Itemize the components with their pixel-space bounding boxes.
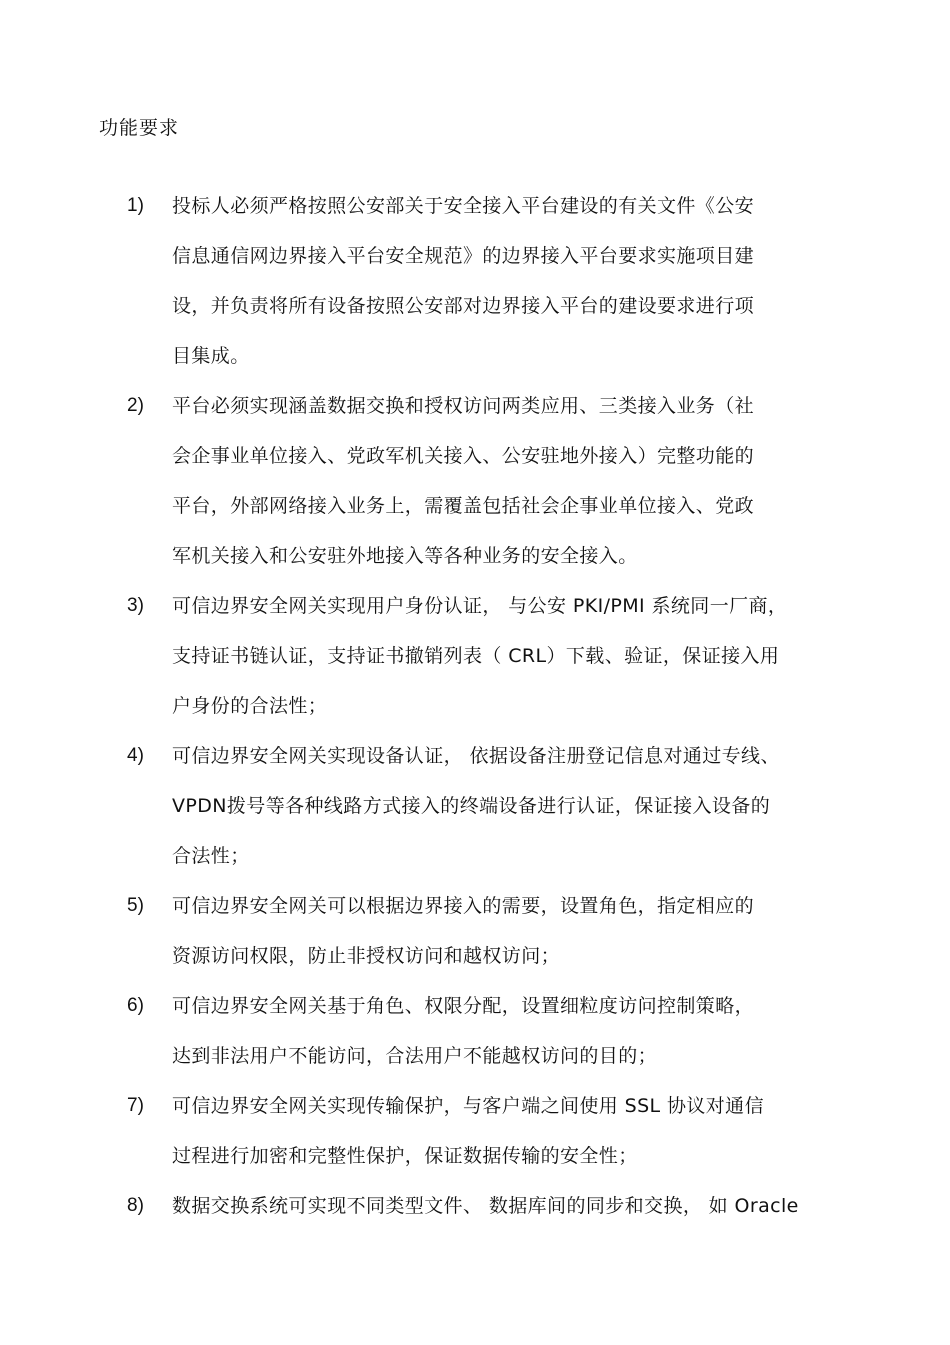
- requirement-item: [0, 981, 950, 1081]
- item-text-line: 合法性；: [172, 845, 250, 867]
- item-number: 8): [127, 1195, 144, 1216]
- item-number: 6): [127, 995, 144, 1016]
- item-text-line: 资源访问权限，防止非授权访问和越权访问；: [172, 945, 561, 967]
- requirement-item: [0, 581, 950, 731]
- item-number: 5): [127, 895, 144, 916]
- item-text-line: 数据交换系统可实现不同类型文件、 数据库间的同步和交换， 如 Oracle: [172, 1195, 799, 1217]
- item-text-line: 可信边界安全网关基于角色、权限分配，设置细粒度访问控制策略，: [172, 995, 755, 1017]
- requirements-list: [0, 181, 950, 1231]
- item-text-line: VPDN拨号等各种线路方式接入的终端设备进行认证，保证接入设备的: [172, 795, 771, 817]
- item-number: 4): [127, 745, 144, 766]
- item-text-line: 目集成。: [172, 345, 250, 367]
- item-text-line: 会企事业单位接入、党政军机关接入、公安驻地外接入）完整功能的: [172, 445, 755, 467]
- item-text-line: 军机关接入和公安驻外地接入等各种业务的安全接入。: [172, 545, 638, 567]
- item-number: 3): [127, 595, 144, 616]
- item-text-line: 平台必须实现涵盖数据交换和授权访问两类应用、三类接入业务（社: [172, 395, 755, 417]
- requirement-item: [0, 1181, 950, 1231]
- requirement-item: [0, 181, 950, 381]
- requirement-item: [0, 1081, 950, 1181]
- item-text-line: 可信边界安全网关实现设备认证， 依据设备注册登记信息对通过专线、: [172, 745, 780, 767]
- requirement-item: [0, 881, 950, 981]
- item-text-line: 可信边界安全网关实现用户身份认证， 与公安 PKI/PMI 系统同一厂商，: [172, 595, 788, 617]
- item-text-line: 投标人必须严格按照公安部关于安全接入平台建设的有关文件《公安: [172, 195, 755, 217]
- item-number: 2): [127, 395, 144, 416]
- item-text-line: 可信边界安全网关实现传输保护，与客户端之间使用 SSL 协议对通信: [172, 1095, 764, 1117]
- item-number: 1): [127, 195, 144, 216]
- item-text-line: 设，并负责将所有设备按照公安部对边界接入平台的建设要求进行项: [172, 295, 755, 317]
- item-text-line: 信息通信网边界接入平台安全规范》的边界接入平台要求实施项目建: [172, 245, 755, 267]
- item-number: 7): [127, 1095, 144, 1116]
- item-text-line: 支持证书链认证，支持证书撤销列表（ CRL）下载、验证，保证接入用: [172, 645, 780, 667]
- item-text-line: 可信边界安全网关可以根据边界接入的需要，设置角色，指定相应的: [172, 895, 755, 917]
- requirement-item: [0, 731, 950, 881]
- item-text-line: 过程进行加密和完整性保护，保证数据传输的安全性；: [172, 1145, 638, 1167]
- item-text-line: 达到非法用户不能访问，合法用户不能越权访问的目的；: [172, 1045, 658, 1067]
- item-text-line: 户身份的合法性；: [172, 695, 328, 717]
- section-heading: 功能要求: [99, 117, 180, 139]
- requirement-item: [0, 381, 950, 581]
- item-text-line: 平台，外部网络接入业务上，需覆盖包括社会企事业单位接入、党政: [172, 495, 755, 517]
